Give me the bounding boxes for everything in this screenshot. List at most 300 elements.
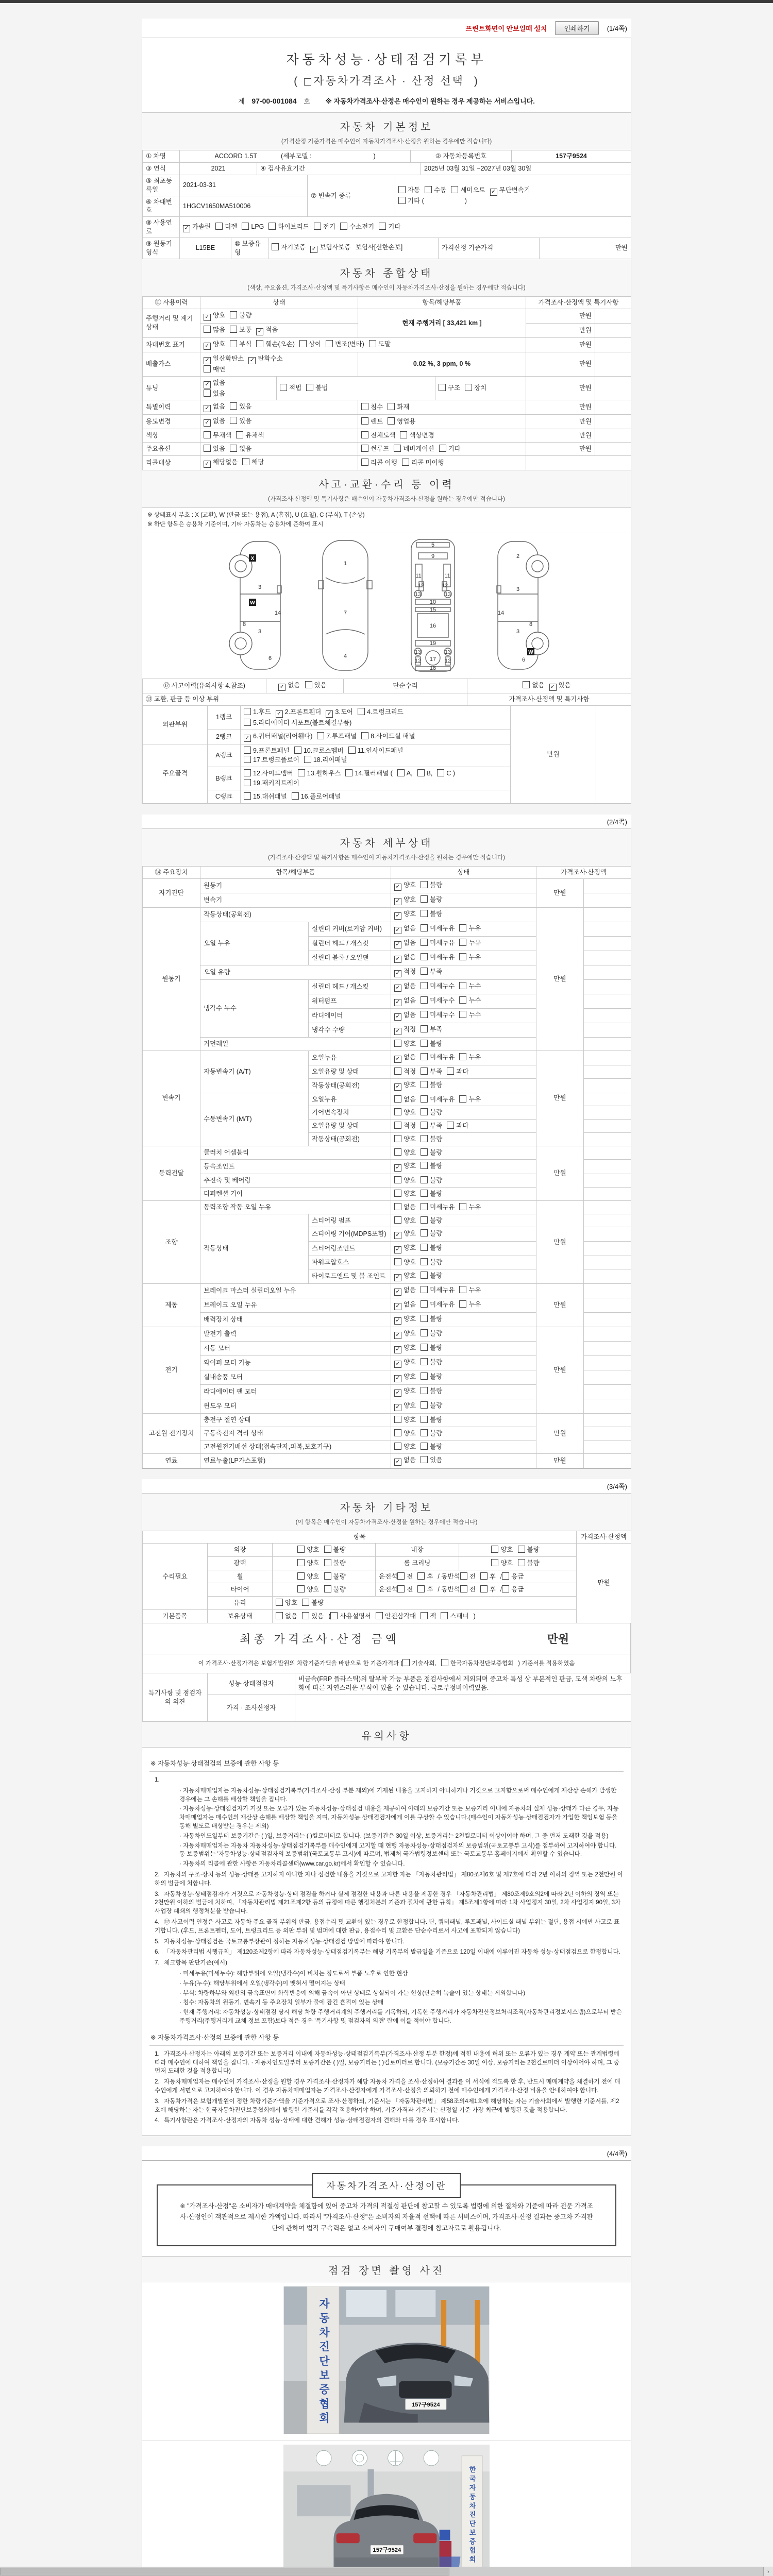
scroll-right-button[interactable]: › xyxy=(763,2567,773,2576)
checkbox xyxy=(394,445,434,453)
checkbox-label: 수소전기 xyxy=(349,223,375,230)
checkbox xyxy=(459,953,481,962)
checkbox-label: 양호 xyxy=(307,1559,320,1567)
final-price-unit: 만원 xyxy=(547,1633,569,1646)
document-title: 자동차성능·상태점검기록부 xyxy=(286,53,487,67)
table-cell: 오일 유량 xyxy=(200,965,391,979)
svg-text:157구9524: 157구9524 xyxy=(373,2547,401,2553)
checkbox xyxy=(421,1401,442,1410)
checkbox-label: 불량 xyxy=(333,1559,346,1567)
checkbox xyxy=(256,340,295,349)
table-cell: 라디에이터 xyxy=(309,1008,391,1023)
table-cell: ⑪ 사용이력 xyxy=(143,296,200,309)
checkbox-checked: ✓ 3.도어 xyxy=(326,708,353,718)
table-cell: 스티어링 기어(MDPS포함) xyxy=(309,1227,391,1242)
checkbox-label: 적정 xyxy=(404,1067,416,1075)
checkbox xyxy=(421,1456,442,1465)
table-cell xyxy=(584,1313,631,1327)
table-cell: ⑫ 사고이력(유의사항 4.참조) xyxy=(143,679,266,693)
checkbox xyxy=(306,384,328,393)
table-cell: 휠 xyxy=(208,1570,273,1583)
print-toolbar xyxy=(142,19,631,38)
page-4 xyxy=(142,2160,631,2576)
checkbox xyxy=(230,326,251,334)
checkbox-label: 누유 xyxy=(468,1203,481,1211)
table-cell: 오일유량 및 상태 xyxy=(309,1065,391,1078)
checkbox xyxy=(230,402,251,411)
checkbox xyxy=(297,1585,319,1594)
table-cell: 차대번호 표기 xyxy=(143,337,200,352)
checkbox-label: 과다 xyxy=(456,1067,469,1075)
checkbox-checked: ✓ 양호 xyxy=(394,1081,416,1091)
table-cell: 배출가스 xyxy=(143,352,200,376)
table-cell: 튜닝 xyxy=(143,376,200,400)
checkbox-label: 보통 xyxy=(239,326,252,333)
checkbox-label: 불량 xyxy=(430,1259,443,1266)
checkbox-label: 유채색 xyxy=(245,432,264,439)
caution-item xyxy=(155,1938,624,1946)
table-cell xyxy=(273,1556,376,1570)
checkbox xyxy=(324,1546,346,1554)
table-cell xyxy=(595,337,631,352)
caution-text: 특기사항란은 가격조사·산정자의 자동차 성능·상태에 대한 견해가 성능·상태점검자의 견해와 다를 경우 표시합니다. xyxy=(164,2117,460,2124)
table-cell: 1랭크 xyxy=(208,705,241,730)
print-install-link[interactable]: 프린트화면이 안보일때 설치 xyxy=(465,25,547,32)
table-cell: ① 차명 xyxy=(143,150,180,163)
car-diagram xyxy=(142,533,631,679)
table-cell: 가격조사·산정액 및 특기사항 xyxy=(467,693,631,705)
checkbox xyxy=(439,384,460,393)
table-cell xyxy=(584,893,631,907)
scrollbar-thumb[interactable] xyxy=(0,2568,449,2575)
table-cell xyxy=(391,1284,536,1298)
checkbox xyxy=(394,1040,416,1048)
checkbox-label: 해당없음 xyxy=(213,459,238,466)
checkbox xyxy=(459,1011,481,1020)
checkbox-label: 미세누수 xyxy=(430,1011,455,1019)
checkbox xyxy=(518,1559,540,1568)
panel-number-label: 6 xyxy=(268,655,272,662)
table-cell: ⑨ 원동기형식 xyxy=(143,238,180,259)
checkbox xyxy=(272,243,306,252)
print-button[interactable]: 인쇄하기 xyxy=(555,21,598,35)
checkbox xyxy=(297,1572,319,1581)
checkbox xyxy=(244,747,290,755)
checkbox-label: 불량 xyxy=(430,1162,443,1170)
checkbox-label: 14.필러패널 ( xyxy=(355,770,393,777)
checkbox xyxy=(451,186,485,195)
checkbox xyxy=(460,1585,476,1594)
special-notes-table xyxy=(142,1673,631,1722)
price-survey-info-body: ※ "가격조사·산정"은 소비자가 매매계약을 체결함에 있어 중고차 가격의 적절성 판단에 참고할 수 있도록 법령에 의한 절차와 기준에 따라 전문 가격조사·산정인이 객관적으로 제시한 가액입니다. 따라서 "가격조사·산정"은 소비자의 자율적 선택에 따른 서비스이며, 가격조사·산정 결과는 중고차 가격판단에 관하여 법적 구속력은 없고 소비자의 구매여부 결정에 참고자료로 활용됩니다. xyxy=(180,2202,593,2232)
caution-subitem: · 부식: 차량하부와 외판의 금속표면이 화학반응에 의해 금속이 아닌 상태로 상실되어 가는 현상(단순히 녹슬어 있는 상태는 제외합니다) xyxy=(179,1989,526,1996)
checkbox-checked: ✓ 없음 xyxy=(394,1456,416,1466)
checkbox-label: 불량 xyxy=(430,1344,443,1352)
checkbox-label: 자동차가격조사 · 산정 선택 xyxy=(313,75,464,87)
checkbox xyxy=(244,708,271,717)
table-cell: 항목 xyxy=(143,1531,577,1543)
table-cell xyxy=(391,951,536,965)
table-cell: 오일누유 xyxy=(309,1050,391,1065)
checkbox xyxy=(480,1572,496,1581)
table-cell xyxy=(391,907,536,922)
table-cell xyxy=(358,456,526,470)
table-cell xyxy=(266,679,344,693)
text: ) xyxy=(474,75,479,87)
checkbox-label: 양호 xyxy=(404,910,416,918)
page-4-badge: (4/4쪽) xyxy=(142,2146,631,2160)
table-cell xyxy=(584,1269,631,1284)
checkbox xyxy=(421,1258,442,1267)
table-cell: 타이로드엔드 및 볼 조인트 xyxy=(309,1269,391,1284)
table-cell xyxy=(295,1694,631,1722)
checkbox-label: 불량 xyxy=(527,1546,540,1553)
table-cell xyxy=(200,415,358,429)
checkbox xyxy=(394,1135,416,1144)
table-cell xyxy=(595,352,631,376)
caution-number: 6. xyxy=(155,1948,160,1956)
checkbox xyxy=(421,1286,455,1295)
checkbox xyxy=(276,1612,297,1621)
checkbox-label: 없음 xyxy=(239,445,252,453)
checkbox xyxy=(379,223,400,231)
table-cell: 만원 xyxy=(536,1146,584,1201)
section-title: 자동차 세부상태 xyxy=(340,837,433,849)
panel-number-label: 8 xyxy=(242,621,246,628)
table-cell xyxy=(391,1298,536,1313)
panel-number-label: 15 xyxy=(429,606,436,613)
checkbox-label: 누유 xyxy=(468,1286,481,1294)
table-cell: 만원 xyxy=(526,352,595,376)
table-cell: 오일유량 및 상태 xyxy=(309,1120,391,1133)
table-cell: L15BE xyxy=(180,238,231,259)
checkbox xyxy=(402,1659,436,1668)
table-cell: 가격조사·산정액 및 특기사항 xyxy=(526,296,631,309)
table-cell xyxy=(268,238,439,259)
checkbox-label: 변조(변타) xyxy=(335,340,364,348)
text: / 동반석 xyxy=(438,1572,460,1580)
checkbox-label: 2.프론트휀더 xyxy=(284,708,322,716)
checkbox xyxy=(230,417,251,426)
checkbox xyxy=(421,1203,455,1212)
diagram-legend xyxy=(142,507,631,533)
table-cell: 실린더 블록 / 오일팬 xyxy=(309,951,391,965)
checkbox xyxy=(394,1429,416,1438)
checkbox-label: 불량 xyxy=(430,1272,443,1280)
checkbox xyxy=(523,681,544,690)
page-3-badge: (3/4쪽) xyxy=(142,1479,631,1493)
checkbox xyxy=(297,1559,319,1568)
checkbox xyxy=(402,459,444,467)
table-cell xyxy=(435,376,526,400)
doc-no-suffix: 호 xyxy=(304,97,310,105)
table-cell xyxy=(391,979,536,994)
checkbox-label: 불량 xyxy=(430,881,443,889)
checkbox-checked: ✓ 양호 xyxy=(394,1372,416,1382)
checkbox xyxy=(394,1258,416,1267)
checkbox xyxy=(330,1612,371,1621)
checkbox-label: 일산화탄소 xyxy=(213,354,244,362)
table-cell xyxy=(200,443,358,456)
checkbox-label: 누유 xyxy=(468,953,481,961)
table-cell xyxy=(391,1214,536,1227)
panel-number-label: 18 xyxy=(429,665,436,671)
checkbox xyxy=(302,1599,324,1607)
checkbox-checked: ✓ 없음 xyxy=(394,1011,416,1021)
svg-text:자동차진단보증협회: 자동차진단보증협회 xyxy=(317,2298,329,2427)
table-cell xyxy=(584,1227,631,1242)
checkbox-label: 누유 xyxy=(468,939,481,946)
table-cell xyxy=(584,994,631,1008)
caution-item xyxy=(155,2078,624,2095)
section-note: (가격조사·산정액 및 특기사항은 매수인이 자동차가격조사·산정을 원하는 경우에만 적습니다) xyxy=(268,854,505,861)
section-note: (가격조사·산정액 및 특기사항은 매수인이 자동차가격조사·산정을 원하는 경우에만 적습니다) xyxy=(268,496,505,503)
section-note: (가격산정 기준가격은 매수인이 자동차가격조사·산정을 원하는 경우에만 적습니다) xyxy=(281,139,492,145)
legend-line-1: ※ 상태표시 부호 : X (교환), W (판금 또는 용접), A (흠집), U (요철), C (부식), T (손상) xyxy=(147,512,365,519)
table-cell: 특별이력 xyxy=(143,400,200,415)
checkbox-label: 양호 xyxy=(307,1546,320,1553)
checkbox-label: 잭 xyxy=(430,1613,436,1620)
repair-mark-letter: X xyxy=(250,555,255,562)
table-cell: C랭크 xyxy=(208,790,241,804)
table-cell: ④ 검사유효기간 xyxy=(257,162,421,175)
table-cell: 만원 xyxy=(526,443,595,456)
caution-subitem: · 자동차의 리콜에 관한 사항은 자동차리콜센터(www.car.go.kr)에서 확인할 수 있습니다. xyxy=(179,1860,405,1868)
checkbox-checked: ✓ 양호 xyxy=(204,311,225,321)
checkbox-checked: ✓ 없음 xyxy=(394,996,416,1006)
checkbox-label: 불법 xyxy=(315,384,328,392)
checkbox-label: 디젤 xyxy=(225,223,238,230)
checkbox-checked: ✓ 없음 xyxy=(204,379,225,388)
checkbox-label: 7.루프패널 xyxy=(326,732,357,740)
checkbox-checked: ✓ 탄화수소 xyxy=(248,354,282,364)
checkbox-label: 없음 xyxy=(285,1613,298,1620)
section-etc-info xyxy=(142,1493,631,1531)
checkbox xyxy=(421,1315,442,1324)
checkbox-label: 있음 xyxy=(239,417,252,425)
table-cell: 유리 xyxy=(208,1597,273,1610)
caution-text: 자동차가격은 보험개발원이 정한 차량기준가액을 기준가격으로 조사·산정하되, 기준서는 「자동차관리법」 제58조의4제1호에 해당하는 자는 기술사회에서 발행한 기준서를, 제2호에 해당하는 자는 한국자동차진단보증협회에서 발행한 기준서를 각각 적용하여야 하며, 기준가격과 기준서는 산정일 기준 가장 최근에 발행된 것을 적용합니다. xyxy=(155,2097,619,2113)
horizontal-scrollbar[interactable] xyxy=(0,2567,773,2576)
checkbox xyxy=(388,403,409,412)
table-cell xyxy=(584,1356,631,1370)
checkbox xyxy=(324,1572,346,1581)
checkbox xyxy=(361,431,395,440)
table-cell xyxy=(584,1242,631,1256)
checkbox-label: 불량 xyxy=(430,1359,443,1366)
text: 보험사[신한손보] xyxy=(355,244,403,251)
table-cell xyxy=(595,400,631,415)
checkbox-label: 미세누수 xyxy=(430,996,455,1004)
checkbox xyxy=(230,340,251,349)
car-diagram-svg xyxy=(211,536,562,674)
table-cell: 특기사항 및 점검자의 의견 xyxy=(143,1673,208,1722)
checkbox-label: 무채색 xyxy=(213,432,232,439)
checkbox xyxy=(215,223,237,231)
checkbox-label: 없음 xyxy=(404,982,416,990)
table-cell xyxy=(395,175,631,217)
caution-number: 5. xyxy=(155,1938,160,1945)
table-cell: 발전기 출력 xyxy=(200,1327,391,1342)
table-cell xyxy=(596,705,631,803)
table-cell xyxy=(595,309,631,323)
checkbox xyxy=(348,747,404,755)
checkbox-label: 없음 xyxy=(404,1286,416,1294)
checkbox-checked: ✓ 양호 xyxy=(204,340,225,350)
text: ) xyxy=(373,152,376,160)
window-top-edge xyxy=(0,0,773,3)
table-cell xyxy=(391,1159,536,1174)
checkbox xyxy=(324,1559,346,1568)
panel-number-label: 13 xyxy=(444,649,451,655)
checkbox-label: 불량 xyxy=(311,1599,324,1607)
checkbox-label: 전 xyxy=(469,1572,476,1580)
checkbox-label: 불량 xyxy=(430,1176,443,1184)
checkbox-label: 없음 xyxy=(404,1095,416,1103)
checkbox-label: 불량 xyxy=(430,1430,443,1437)
table-cell xyxy=(584,1414,631,1427)
table-cell xyxy=(391,936,536,951)
table-cell: 주행거리 및 계기상태 xyxy=(143,309,200,337)
table-cell: 만원 xyxy=(536,1050,584,1146)
checkbox xyxy=(421,1300,455,1309)
checkbox xyxy=(421,895,442,904)
table-cell xyxy=(391,1342,536,1356)
checkbox-checked: ✓ 일산화탄소 xyxy=(204,354,244,364)
checkbox xyxy=(244,756,299,765)
caution-number: 4. xyxy=(155,2117,160,2124)
table-cell: ② 자동차등록번호 xyxy=(411,150,512,163)
checkbox-label: 미세누유 xyxy=(430,1053,455,1061)
checkbox-label: 한국자동차진단보증협회 xyxy=(450,1660,514,1667)
table-cell xyxy=(584,1298,631,1313)
table-cell: 실린더 헤드 / 개스킷 xyxy=(309,979,391,994)
panel-number-label: 14 xyxy=(274,609,281,616)
table-cell xyxy=(391,1146,536,1160)
checkbox xyxy=(421,1190,442,1198)
checkbox-label: 기타 xyxy=(448,445,461,453)
checkbox xyxy=(394,1122,416,1130)
table-cell: 오일 누유 xyxy=(200,922,309,965)
table-cell xyxy=(391,1427,536,1440)
table-cell: 변속기 xyxy=(200,893,391,907)
table-cell: 자동변속기 (A/T) xyxy=(200,1050,309,1093)
table-cell: 상태 xyxy=(200,296,358,309)
table-cell: 만원 xyxy=(511,705,596,803)
table-cell xyxy=(241,790,511,804)
checkbox xyxy=(361,732,415,741)
table-cell: 커먼레일 xyxy=(200,1037,391,1050)
checkbox-label: 없음 xyxy=(288,681,300,689)
checkbox-label: 양호 xyxy=(404,1162,416,1170)
table-cell: 만원 xyxy=(526,415,595,429)
table-cell: 외장 xyxy=(208,1543,273,1556)
checkbox xyxy=(398,186,420,195)
panel-number-label: 12 xyxy=(444,657,451,664)
checkbox-label: 양호 xyxy=(404,1344,416,1352)
checkbox xyxy=(465,384,486,393)
table-cell xyxy=(584,878,631,893)
checkbox xyxy=(518,1546,540,1554)
checkbox-label: 전체도색 xyxy=(371,432,396,439)
checkbox-checked: ✓ 없음 xyxy=(394,1286,416,1296)
table-cell xyxy=(200,400,358,415)
table-cell xyxy=(584,1200,631,1214)
table-cell: 현재 주행거리 [ 33,421 km ] xyxy=(358,309,526,337)
caution-number: 3. xyxy=(155,1890,160,1897)
checkbox xyxy=(394,1095,416,1104)
table-cell xyxy=(180,217,631,238)
table-cell: 광택 xyxy=(208,1556,273,1570)
cautions-list-2 xyxy=(149,2050,624,2125)
checkbox xyxy=(230,445,251,453)
panel-number-label: 3 xyxy=(516,586,520,592)
table-cell: 작동상태(공회전) xyxy=(309,1133,391,1146)
checkbox-label: 과다 xyxy=(456,1122,469,1130)
table-cell: ⑦ 변속기 종류 xyxy=(308,175,395,217)
caution-subitem: · 침수: 자동차의 원동기, 변속기 등 주요장치 일부가 물에 잠긴 흔적이 있는 상태 xyxy=(179,1999,384,2006)
checkbox-label: 불량 xyxy=(430,1387,443,1395)
table-cell: 워터펌프 xyxy=(309,994,391,1008)
table-cell xyxy=(391,1078,536,1093)
table-cell: 브레이크 마스터 실린더오일 누유 xyxy=(200,1284,391,1298)
checkbox xyxy=(302,1612,324,1621)
panel-number-label: 19 xyxy=(429,640,436,647)
checkbox-label: 불량 xyxy=(430,1040,443,1047)
checkbox-checked: ✓ 없음 xyxy=(204,402,225,412)
panel-number-label: 5 xyxy=(431,541,435,548)
checkbox-label: 부식 xyxy=(239,340,252,348)
checkbox-label: 없음 xyxy=(213,403,226,411)
table-cell xyxy=(200,323,358,337)
checkbox-label: 양호 xyxy=(404,1259,416,1266)
checkbox xyxy=(491,1559,513,1568)
checkbox-label: 적정 xyxy=(404,1025,416,1033)
final-price-note xyxy=(142,1654,631,1673)
caution-item xyxy=(155,1890,624,1916)
checkbox-label: 3.도어 xyxy=(335,708,353,716)
table-cell: 2021-03-31 xyxy=(180,175,308,196)
caution-number: 4. xyxy=(155,1918,160,1925)
checkbox-label: 불량 xyxy=(430,1416,443,1424)
table-cell: 구동축전지 격리 상태 xyxy=(200,1427,391,1440)
panel-number-label: 4 xyxy=(343,653,347,659)
table-cell xyxy=(467,679,631,693)
checkbox xyxy=(394,1176,416,1185)
checkbox-label: 양호 xyxy=(404,1373,416,1381)
panel-number-label: 8 xyxy=(529,621,533,628)
text: / 동반석 xyxy=(438,1586,460,1594)
checkbox-label: 매연 xyxy=(213,365,226,373)
table-cell: 만원 xyxy=(536,1453,584,1468)
checkbox xyxy=(326,340,364,349)
table-cell xyxy=(584,1440,631,1454)
caution-subitem: · 자동차매매업자는 자동차성능·상태점검기록부(가격조사·산정 부분 제외)에 기재된 내용을 고지하지 아니하거나 거짓으로 고지함으로써 매수인에게 재산상 손해가 발생한 경우에는 그 손해를 배상할 책임을 집니다. xyxy=(179,1787,617,1803)
table-cell xyxy=(358,400,526,415)
table-cell: 전기 xyxy=(143,1327,200,1414)
checkbox-label: 양호 xyxy=(404,1443,416,1450)
page-2-badge: (2/4쪽) xyxy=(142,815,631,828)
checkbox xyxy=(421,1067,442,1076)
table-cell: 항목/해당부품 xyxy=(358,296,526,309)
table-cell: 항목/해당부품 xyxy=(200,866,391,878)
checkbox-checked: ✓ 가솔린 xyxy=(183,223,211,232)
section-note: (이 항목은 매수인이 자동차가격조사·산정을 원하는 경우에만 적습니다) xyxy=(295,1519,478,1526)
checkbox xyxy=(317,732,357,741)
table-cell xyxy=(595,415,631,429)
text: 운전석 xyxy=(379,1586,398,1594)
table-cell xyxy=(391,1399,536,1414)
